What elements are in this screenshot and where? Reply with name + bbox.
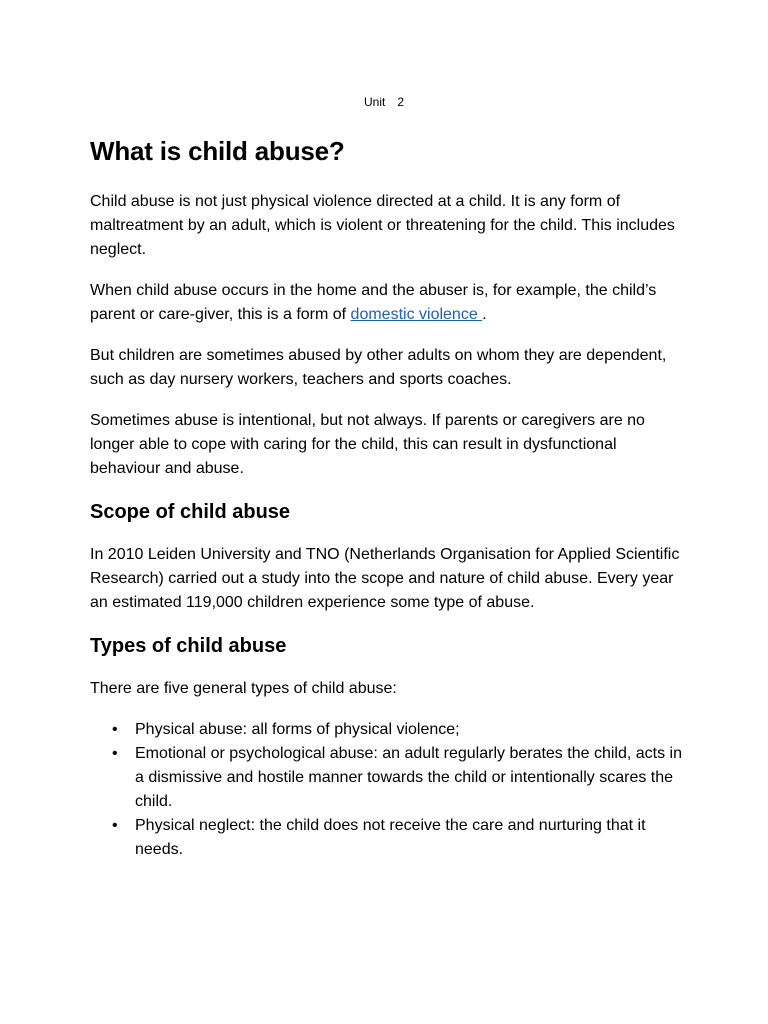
- bullet-icon: •: [112, 817, 118, 834]
- bullet-icon: •: [112, 721, 118, 738]
- types-list: [90, 718, 690, 862]
- list-item-text: Physical abuse: all forms of physical violence;: [135, 721, 460, 738]
- types-intro: There are five general types of child abuse:: [90, 680, 397, 697]
- intro-paragraph-1: Child abuse is not just physical violence directed at a child. It is any form of maltreatment by an adult, which is violent or threatening for the child. This includes neglect.: [90, 193, 675, 258]
- unit-number: 2: [397, 95, 405, 109]
- types-heading: Types of child abuse: [90, 635, 287, 657]
- page-header: [0, 94, 768, 110]
- scope-paragraph: In 2010 Leiden University and TNO (Netherlands Organisation for Applied Scientific Research) carried out a study into the scope and nature of child abuse. Every year an estimated 119,000 children experience some type of abuse.: [90, 546, 680, 611]
- list-item: [90, 742, 690, 814]
- list-item: [90, 718, 690, 742]
- list-item-text: Physical neglect: the child does not receive the care and nurturing that it needs.: [135, 817, 646, 858]
- page-title: What is child abuse?: [90, 136, 345, 166]
- list-item: [90, 814, 690, 862]
- intro-paragraph-2-text: When child abuse occurs in the home and the abuser is, for example, the child’s parent or care-giver, this is a form of: [90, 282, 657, 323]
- document-body: [90, 134, 690, 862]
- intro-paragraph-2: [90, 279, 690, 327]
- intro-paragraph-2-end: .: [482, 306, 487, 323]
- scope-heading: Scope of child abuse: [90, 501, 291, 523]
- list-item-text: Emotional or psychological abuse: an adult regularly berates the child, acts in a dismissive and hostile manner towards the child or intentionally scares the child.: [135, 745, 682, 810]
- intro-paragraph-3: But children are sometimes abused by other adults on whom they are dependent, such as day nursery workers, teachers and sports coaches.: [90, 347, 667, 388]
- bullet-icon: •: [112, 745, 118, 762]
- intro-paragraph-4: Sometimes abuse is intentional, but not always. If parents or caregivers are no longer able to cope with caring for the child, this can result in dysfunctional behaviour and abuse.: [90, 412, 645, 477]
- domestic-violence-link[interactable]: domestic violence: [350, 306, 483, 323]
- unit-label: Unit: [363, 95, 386, 109]
